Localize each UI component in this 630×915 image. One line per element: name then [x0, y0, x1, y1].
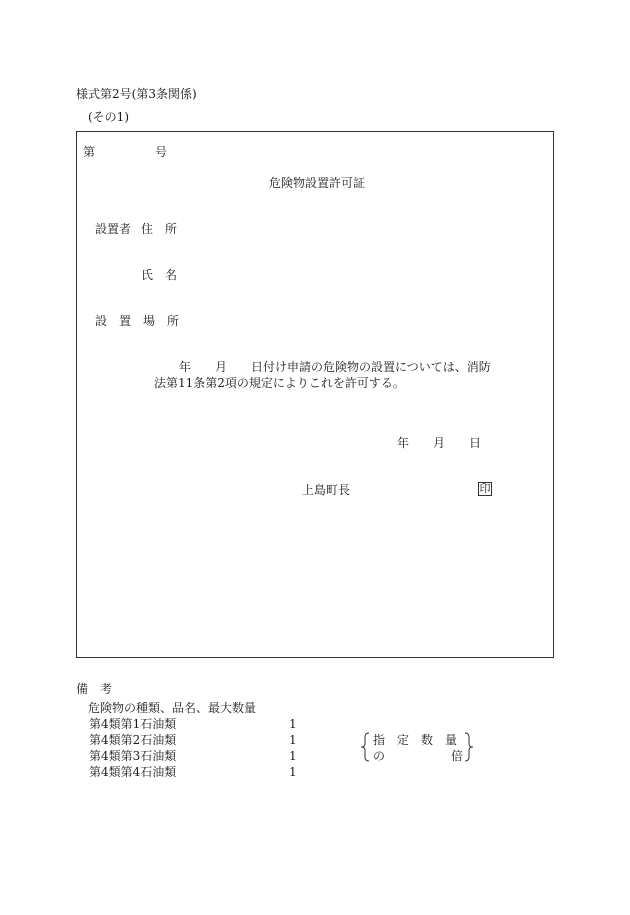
multiplier-prefix: の [373, 749, 386, 763]
certificate-number-prefix: 第 [83, 145, 96, 159]
body-text-line1: 日付け申請の危険物の設置については、消防 [251, 360, 491, 374]
body-year: 年 [179, 360, 192, 374]
location-label: 設 置 場 所 [95, 314, 180, 328]
remarks-heading: 備 考 [76, 682, 113, 696]
body-text-line2: 法第11条第2項の規定によりこれを許可する。 [154, 376, 405, 390]
hazmat-item-qty: 1 [289, 765, 297, 779]
hazmat-item-name: 第4類第1石油類 [89, 717, 177, 731]
body-month: 月 [215, 360, 228, 374]
official-seal: 印 [479, 482, 491, 495]
date-month: 月 [433, 436, 446, 450]
date-year: 年 [397, 436, 410, 450]
designated-quantity-label: 指 定 数 量 [373, 733, 458, 747]
hazmat-item-qty: 1 [289, 749, 297, 763]
certificate-number-suffix: 号 [155, 145, 168, 159]
form-number: 様式第2号(第3条関係) [76, 87, 197, 101]
left-brace-icon [360, 732, 372, 762]
multiplier-suffix: 倍 [451, 749, 464, 763]
hazmat-item-qty: 1 [289, 717, 297, 731]
installer-label: 設置者 [95, 222, 132, 236]
form-sub-number: (その1) [88, 110, 129, 124]
authority-name: 上島町長 [302, 483, 351, 497]
hazmat-item-name: 第4類第2石油類 [89, 733, 177, 747]
date-day: 日 [469, 436, 482, 450]
certificate-frame [76, 131, 554, 658]
remarks-subheading: 危険物の種類、品名、最大数量 [88, 701, 257, 715]
address-label: 住 所 [141, 222, 178, 236]
name-label: 氏 名 [141, 268, 178, 282]
hazmat-item-name: 第4類第3石油類 [89, 749, 177, 763]
hazmat-item-qty: 1 [289, 733, 297, 747]
right-brace-icon [462, 732, 474, 762]
certificate-title: 危険物設置許可証 [269, 176, 366, 190]
hazmat-item-name: 第4類第4石油類 [89, 765, 177, 779]
